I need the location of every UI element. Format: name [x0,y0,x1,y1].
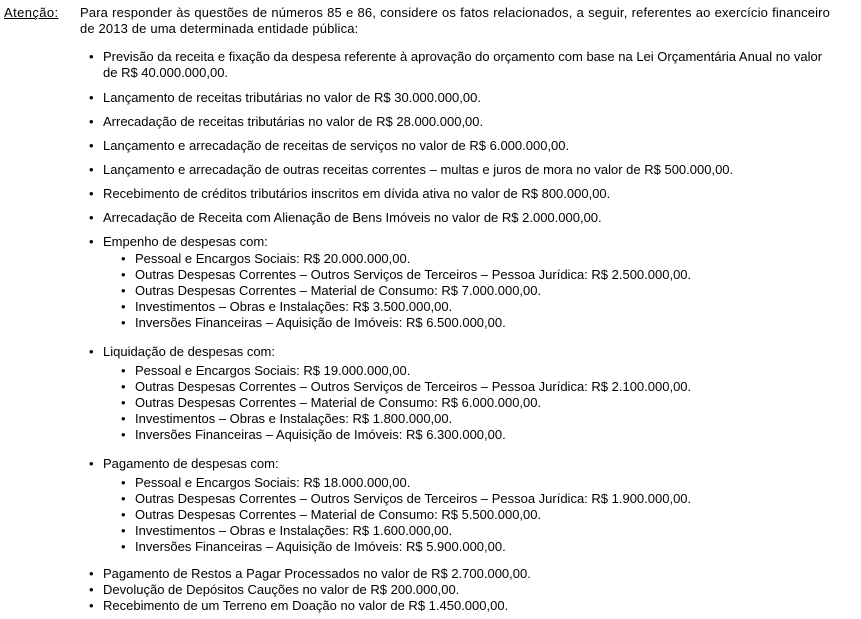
pagamento-item [121,491,836,507]
bullet-icon: • [89,234,94,249]
pagamento-title [89,456,834,472]
bullet-icon: • [121,267,126,282]
sub-item-text: Outras Despesas Correntes – Outros Serviços de Terceiros – Pessoa Jurídica: R$ 2.500.000,00. [135,267,692,282]
bullet-icon: • [121,427,126,442]
sub-item-text: Pessoal e Encargos Sociais: R$ 20.000.000,00. [135,251,411,266]
liquidacao-item [121,395,836,411]
list-item-text: Pagamento de Restos a Pagar Processados no valor de R$ 2.700.000,00. [103,566,531,581]
sub-item-text: Outras Despesas Correntes – Outros Serviços de Terceiros – Pessoa Jurídica: R$ 2.100.000,00. [135,379,692,394]
bullet-icon: • [89,186,94,201]
list-item [89,162,834,178]
sub-item-text: Investimentos – Obras e Instalações: R$ 1.600.000,00. [135,523,453,538]
bullet-icon: • [89,210,94,225]
sub-item-text: Outras Despesas Correntes – Material de Consumo: R$ 6.000.000,00. [135,395,542,410]
list-item-text: Recebimento de créditos tributários inscritos em dívida ativa no valor de R$ 800.000,00. [103,186,611,201]
empenho-item [121,251,836,267]
pagamento-item [121,523,836,539]
sub-item-text: Outras Despesas Correntes – Outros Serviços de Terceiros – Pessoa Jurídica: R$ 1.900.000,00. [135,491,692,506]
bullet-icon: • [121,539,126,554]
bullet-icon: • [121,315,126,330]
sub-item-text: Inversões Financeiras – Aquisição de Imóveis: R$ 6.500.000,00. [135,315,506,330]
liquidacao-title [89,344,834,360]
bullet-icon: • [121,411,126,426]
pagamento-item [121,507,836,523]
bullet-icon: • [121,475,126,490]
sub-item-text: Investimentos – Obras e Instalações: R$ 1.800.000,00. [135,411,453,426]
liquidacao-item [121,411,836,427]
empenho-item [121,299,836,315]
section-title: Empenho de despesas com: [103,234,268,249]
bullet-icon: • [121,395,126,410]
list-item [89,582,834,598]
bullet-icon: • [121,523,126,538]
bullet-icon: • [89,138,94,153]
list-item-text: Lançamento e arrecadação de receitas de serviços no valor de R$ 6.000.000,00. [103,138,570,153]
intro-paragraph: Para responder às questões de números 85 e 86, considere os fatos relacionados, a seguir, referentes ao exercício financeiro de 2013 de uma determinada entidade pública: [80,5,830,36]
bullet-icon: • [89,598,94,613]
bullet-icon: • [121,379,126,394]
list-item [89,90,834,106]
list-item [89,114,834,130]
bullet-icon: • [121,363,126,378]
liquidacao-item [121,363,836,379]
bullet-icon: • [89,566,94,581]
list-item [89,186,834,202]
list-item-text: Lançamento e arrecadação de outras receitas correntes – multas e juros de mora no valor de R$ 500.000,00. [103,162,734,177]
bullet-icon: • [89,162,94,177]
list-item-text: Lançamento de receitas tributárias no valor de R$ 30.000.000,00. [103,90,481,105]
list-item [89,138,834,154]
list-item [89,210,834,226]
empenho-item [121,315,836,331]
section-title: Pagamento de despesas com: [103,456,279,471]
sub-item-text: Inversões Financeiras – Aquisição de Imóveis: R$ 5.900.000,00. [135,539,506,554]
section-title: Liquidação de despesas com: [103,344,276,359]
sub-item-text: Investimentos – Obras e Instalações: R$ 3.500.000,00. [135,299,453,314]
list-item-text: Devolução de Depósitos Cauções no valor de R$ 200.000,00. [103,582,460,597]
sub-item-text: Outras Despesas Correntes – Material de Consumo: R$ 5.500.000,00. [135,507,542,522]
pagamento-item [121,539,836,555]
attention-label: Atenção: [4,5,59,20]
sub-item-text: Inversões Financeiras – Aquisição de Imóveis: R$ 6.300.000,00. [135,427,506,442]
pagamento-item [121,475,836,491]
bullet-icon: • [121,299,126,314]
bullet-icon: • [89,456,94,471]
bullet-icon: • [121,507,126,522]
empenho-title [89,234,834,250]
list-item-text: Recebimento de um Terreno em Doação no valor de R$ 1.450.000,00. [103,598,509,613]
bullet-icon: • [89,582,94,597]
empenho-item [121,283,836,299]
list-item-text: Arrecadação de Receita com Alienação de Bens Imóveis no valor de R$ 2.000.000,00. [103,210,602,225]
list-item [89,566,834,582]
liquidacao-item [121,379,836,395]
list-item [89,49,834,81]
list-item [89,598,834,614]
bullet-icon: • [89,90,94,105]
list-item-text: Arrecadação de receitas tributárias no valor de R$ 28.000.000,00. [103,114,484,129]
list-item-text: Previsão da receita e fixação da despesa referente à aprovação do orçamento com base na Lei Orçamentária Anual no valor de R$ 40.000.000,00. [103,49,823,80]
sub-item-text: Pessoal e Encargos Sociais: R$ 18.000.000,00. [135,475,411,490]
bullet-icon: • [121,283,126,298]
sub-item-text: Pessoal e Encargos Sociais: R$ 19.000.000,00. [135,363,411,378]
bullet-icon: • [89,344,94,359]
sub-item-text: Outras Despesas Correntes – Material de Consumo: R$ 7.000.000,00. [135,283,542,298]
bullet-icon: • [121,491,126,506]
bullet-icon: • [89,114,94,129]
bullet-icon: • [89,49,94,64]
empenho-item [121,267,836,283]
liquidacao-item [121,427,836,443]
bullet-icon: • [121,251,126,266]
